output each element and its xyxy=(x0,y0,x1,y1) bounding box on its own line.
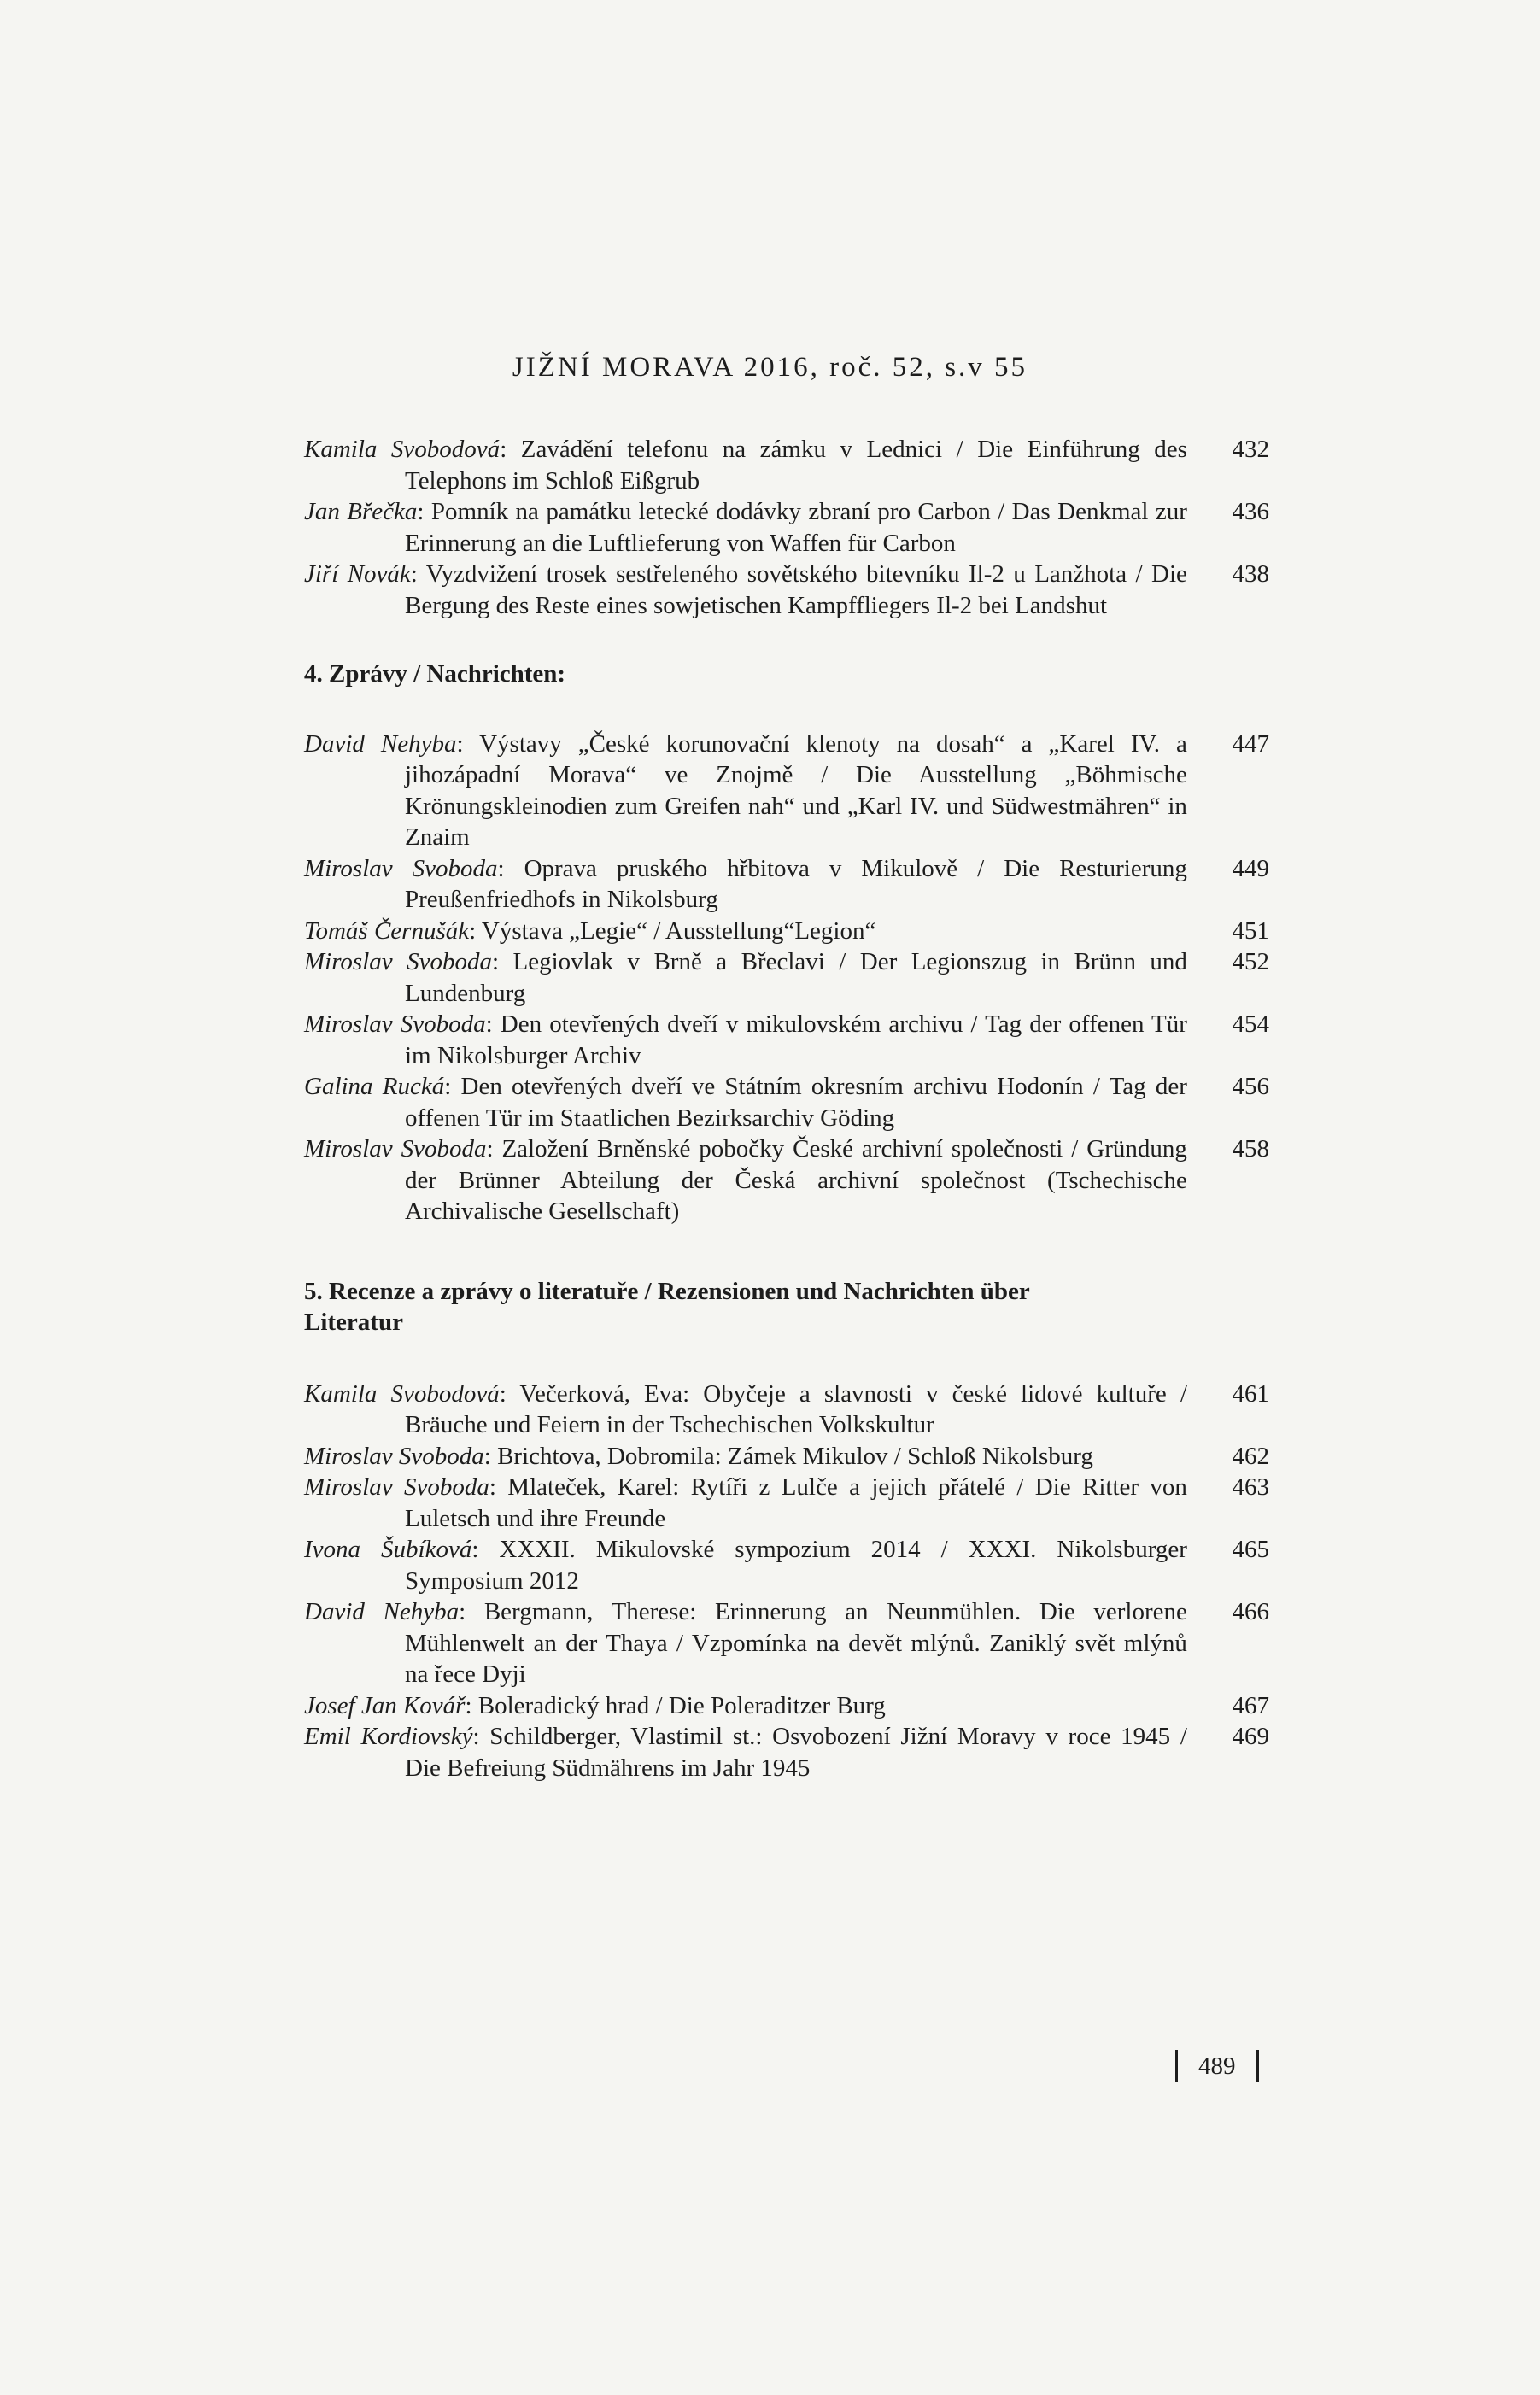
toc-entry xyxy=(304,1009,1269,1071)
toc-entry xyxy=(304,434,1269,496)
folio-right-rule xyxy=(1256,2050,1259,2082)
entry-author: Miroslav Svoboda xyxy=(304,1010,486,1038)
toc-entry-text: Kamila Svobodová: Večerková, Eva: Obyčeje a slavnosti v české lidové kultuře / Bräuche und Feiern in der Tschechischen Volkskultur xyxy=(304,1379,1187,1438)
toc-entry xyxy=(304,1379,1269,1441)
entry-title: Vyzdvižení trosek sestřeleného sovětského bitevníku Il-2 u Lanžhota / Die Bergung des Reste eines sowjetischen Kampffliegers Il-2 bei Landshut xyxy=(405,560,1187,619)
entry-title: Den otevřených dveří ve Státním okresním archivu Hodonín / Tag der offenen Tür im Staatlichen Bezirksarchiv Göding xyxy=(405,1073,1187,1132)
entry-page-number: 461 xyxy=(1232,1379,1269,1408)
toc-entry xyxy=(304,853,1269,916)
section-heading-news: 4. Zprávy / Nachrichten: xyxy=(304,660,566,688)
toc-entry-text: Miroslav Svoboda: Brichtova, Dobromila: Zámek Mikulov / Schloß Nikolsburg xyxy=(304,1442,1093,1470)
toc-entry xyxy=(304,496,1269,559)
entry-title: Legiovlak v Brně a Břeclavi / Der Legionszug in Brünn und Lundenburg xyxy=(405,948,1187,1007)
toc-entry xyxy=(304,946,1269,1009)
table-of-contents xyxy=(304,434,1269,1783)
entry-author: Josef Jan Kovář xyxy=(304,1691,466,1719)
section-heading-reviews: 5. Recenze a zprávy o literatuře / Rezensionen und Nachrichten über Literatur xyxy=(304,1277,1030,1336)
toc-entry-text: Kamila Svobodová: Zavádění telefonu na zámku v Lednici / Die Einführung des Telephons im Schloß Eißgrub xyxy=(304,436,1187,495)
toc-entry-text: Galina Rucká: Den otevřených dveří ve Státním okresním archivu Hodonín / Tag der offenen Tür im Staatlichen Bezirksarchiv Göding xyxy=(304,1073,1187,1132)
entry-title: Večerková, Eva: Obyčeje a slavnosti v české lidové kultuře / Bräuche und Feiern in der Tschechischen Volkskultur xyxy=(405,1379,1187,1438)
entry-page-number: 454 xyxy=(1232,1010,1269,1038)
entry-title: Bergmann, Therese: Erinnerung an Neunmühlen. Die verlorene Mühlenwelt an der Thaya / Vzpomínka na devět mlýnů. Zaniklý svět mlýnů na řece Dyji xyxy=(405,1598,1187,1688)
toc-entry-text: Miroslav Svoboda: Oprava pruského hřbitova v Mikulově / Die Resturierung Preußenfriedhofs in Nikolsburg xyxy=(304,854,1187,913)
entry-title: Zavádění telefonu na zámku v Lednici / Die Einführung des Telephons im Schloß Eißgrub xyxy=(405,436,1187,495)
folio-left-rule xyxy=(1175,2050,1178,2082)
entry-author: Ivona Šubíková xyxy=(304,1536,472,1563)
entry-author: Miroslav Svoboda xyxy=(304,1442,484,1470)
entry-author: Jiří Novák xyxy=(304,560,411,588)
page-folio xyxy=(1175,2050,1259,2082)
entry-author: David Nehyba xyxy=(304,729,457,758)
toc-entry-text: Ivona Šubíková: XXXII. Mikulovské sympozium 2014 / XXXI. Nikolsburger Symposium 2012 xyxy=(304,1536,1187,1595)
toc-entry-text: Emil Kordiovský: Schildberger, Vlastimil st.: Osvobození Jižní Moravy v roce 1945 / Die Befreiung Südmährens im Jahr 1945 xyxy=(304,1723,1187,1782)
entry-page-number: 465 xyxy=(1232,1536,1269,1563)
entry-page-number: 447 xyxy=(1232,729,1269,758)
toc-entry-text: David Nehyba: Výstavy „České korunovační klenoty na dosah“ a „Karel IV. a jihozápadní Morava“ ve Znojmě / Die Ausstellung „Böhmische Krönungskleinodien zum Greifen nah“ und „Karl IV. und Südwestmähren“ in Znaim xyxy=(304,729,1187,851)
entry-author: Kamila Svobodová xyxy=(304,1379,500,1408)
toc-entry-text: Josef Jan Kovář: Boleradický hrad / Die Poleraditzer Burg xyxy=(304,1691,886,1719)
entry-title: Den otevřených dveří v mikulovském archivu / Tag der offenen Tür im Nikolsburger Archiv xyxy=(405,1010,1187,1069)
toc-entry xyxy=(304,1133,1269,1227)
entry-title: Schildberger, Vlastimil st.: Osvobození Jižní Moravy v roce 1945 / Die Befreiung Südmährens im Jahr 1945 xyxy=(405,1723,1187,1782)
running-head: JIŽNÍ MORAVA 2016, roč. 52, s.v 55 xyxy=(512,352,1028,383)
entry-author: Miroslav Svoboda xyxy=(304,948,492,975)
toc-entry xyxy=(304,916,1269,947)
entry-title: Oprava pruského hřbitova v Mikulově / Die Resturierung Preußenfriedhofs in Nikolsburg xyxy=(405,854,1187,913)
toc-entry xyxy=(304,1441,1269,1473)
entry-page-number: 467 xyxy=(1232,1691,1269,1719)
toc-entry xyxy=(304,1690,1269,1722)
entry-title: Založení Brněnské pobočky České archivní společnosti / Gründung der Brünner Abteilung der Česká archivní společnost (Tschechische Archivalische Gesellschaft) xyxy=(405,1135,1187,1225)
entry-title: Mlateček, Karel: Rytíři z Lulče a jejich přátelé / Die Ritter von Luletsch und ihre Freunde xyxy=(405,1473,1187,1532)
entry-author: Galina Rucká xyxy=(304,1073,445,1100)
toc-entry xyxy=(304,1596,1269,1690)
toc-entry xyxy=(304,1472,1269,1534)
entry-page-number: 436 xyxy=(1232,498,1269,525)
entry-page-number: 438 xyxy=(1232,560,1269,588)
entry-title: Výstava „Legie“ / Ausstellung“Legion“ xyxy=(481,916,876,945)
entry-page-number: 456 xyxy=(1232,1073,1269,1100)
entry-page-number: 432 xyxy=(1232,436,1269,463)
entry-page-number: 469 xyxy=(1232,1723,1269,1750)
entry-title: XXXII. Mikulovské sympozium 2014 / XXXI. Nikolsburger Symposium 2012 xyxy=(405,1536,1187,1595)
entry-page-number: 458 xyxy=(1232,1135,1269,1162)
toc-entry-text: Tomáš Černušák: Výstava „Legie“ / Ausstellung“Legion“ xyxy=(304,916,876,945)
entry-title: Výstavy „České korunovační klenoty na dosah“ a „Karel IV. a jihozápadní Morava“ ve Znojmě / Die Ausstellung „Böhmische Krönungskleinodien zum Greifen nah“ und „Karl IV. und Südwestmähren“ in Znaim xyxy=(405,729,1187,851)
toc-entry xyxy=(304,1071,1269,1133)
entry-page-number: 462 xyxy=(1232,1442,1269,1470)
entry-page-number: 463 xyxy=(1232,1473,1269,1501)
entry-author: Kamila Svobodová xyxy=(304,436,501,463)
entry-author: Miroslav Svoboda xyxy=(304,1135,487,1162)
toc-entry xyxy=(304,1534,1269,1596)
entry-author: David Nehyba xyxy=(304,1598,460,1625)
toc-entry-text: Miroslav Svoboda: Založení Brněnské pobočky České archivní společnosti / Gründung der Brünner Abteilung der Česká archivní společnost (Tschechische Archivalische Gesellschaft) xyxy=(304,1135,1187,1225)
entry-title: Boleradický hrad / Die Poleraditzer Burg xyxy=(477,1691,886,1719)
entry-page-number: 449 xyxy=(1232,854,1269,882)
toc-entry-text: Jan Břečka: Pomník na památku letecké dodávky zbraní pro Carbon / Das Denkmal zur Erinnerung an die Luftlieferung von Waffen für Carbon xyxy=(304,498,1187,557)
toc-entry xyxy=(304,729,1269,853)
entry-page-number: 451 xyxy=(1232,916,1269,945)
toc-entry xyxy=(304,559,1269,621)
toc-entry xyxy=(304,1721,1269,1783)
entry-page-number: 466 xyxy=(1232,1598,1269,1625)
entry-page-number: 452 xyxy=(1232,948,1269,975)
toc-entry-text: Miroslav Svoboda: Legiovlak v Brně a Břeclavi / Der Legionszug in Brünn und Lundenburg xyxy=(304,948,1187,1007)
toc-entry-text: Jiří Novák: Vyzdvižení trosek sestřeleného sovětského bitevníku Il-2 u Lanžhota / Die Bergung des Reste eines sowjetischen Kampffliegers Il-2 bei Landshut xyxy=(304,560,1187,619)
entry-author: Tomáš Černušák xyxy=(304,916,470,945)
entry-author: Miroslav Svoboda xyxy=(304,1473,489,1501)
entry-author: Miroslav Svoboda xyxy=(304,854,498,882)
page-number: 489 xyxy=(1198,2052,1236,2080)
entry-title: Pomník na památku letecké dodávky zbraní pro Carbon / Das Denkmal zur Erinnerung an die Luftlieferung von Waffen für Carbon xyxy=(405,498,1187,557)
entry-title: Brichtova, Dobromila: Zámek Mikulov / Schloß Nikolsburg xyxy=(497,1442,1093,1470)
toc-entry-text: Miroslav Svoboda: Den otevřených dveří v mikulovském archivu / Tag der offenen Tür im Nikolsburger Archiv xyxy=(304,1010,1187,1069)
toc-entry-text: David Nehyba: Bergmann, Therese: Erinnerung an Neunmühlen. Die verlorene Mühlenwelt an der Thaya / Vzpomínka na devět mlýnů. Zaniklý svět mlýnů na řece Dyji xyxy=(304,1598,1187,1688)
toc-entry-text: Miroslav Svoboda: Mlateček, Karel: Rytíři z Lulče a jejich přátelé / Die Ritter von Luletsch und ihre Freunde xyxy=(304,1473,1187,1532)
entry-author: Jan Břečka xyxy=(304,498,418,525)
entry-author: Emil Kordiovský xyxy=(304,1723,473,1750)
